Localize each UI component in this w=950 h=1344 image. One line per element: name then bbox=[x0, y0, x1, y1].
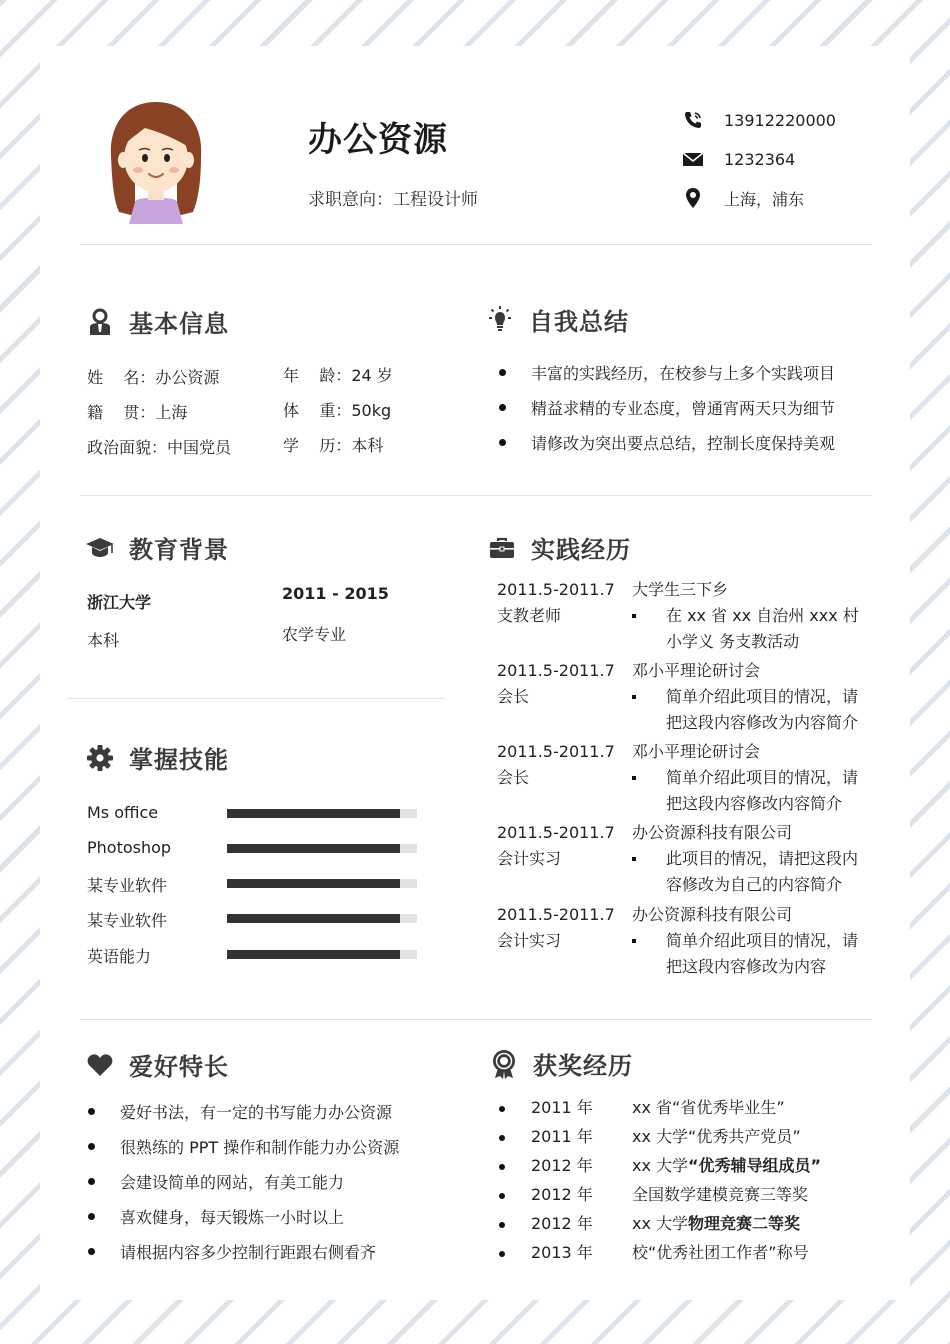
section-title: 获奖经历 bbox=[533, 1052, 633, 1080]
skill-bar-fill bbox=[227, 879, 400, 888]
exp-desc: 简单介绍此项目的情况，请把这段内容修改内容简介 bbox=[666, 768, 859, 813]
info-label: 体 重： bbox=[283, 401, 352, 420]
award-text-bold: 物理竞赛二等奖 bbox=[688, 1214, 801, 1233]
info-label: 年 龄： bbox=[283, 366, 352, 385]
skill-bar bbox=[227, 950, 417, 959]
section-basic-info bbox=[85, 304, 229, 339]
skill-label: Photoshop bbox=[87, 838, 172, 857]
email-value: 1232364 bbox=[724, 149, 796, 169]
info-weight bbox=[283, 398, 391, 421]
info-value: 24 岁 bbox=[351, 366, 393, 385]
award-year: 2013 年 bbox=[531, 1243, 593, 1262]
info-political bbox=[87, 435, 231, 458]
phone-number: 13912220000 bbox=[724, 110, 836, 130]
award-text-normal: 校“优秀社团工作者”称号 bbox=[632, 1243, 809, 1262]
award-bullet bbox=[499, 1222, 505, 1228]
info-age bbox=[283, 363, 393, 386]
section-experience bbox=[487, 530, 631, 565]
section-title: 基本信息 bbox=[129, 310, 229, 338]
list-item: 精益求精的专业态度，曾通宵两天只为细节 bbox=[499, 396, 835, 431]
award-text-normal: xx 大学“优秀共产党员” bbox=[632, 1127, 801, 1146]
exp-org: 办公资源科技有限公司 bbox=[632, 905, 793, 924]
award-year: 2012 年 bbox=[531, 1185, 593, 1204]
award-year: 2011 年 bbox=[531, 1098, 593, 1117]
user-icon bbox=[85, 307, 115, 337]
award-text bbox=[632, 1211, 800, 1234]
job-intent: 求职意向：工程设计师 bbox=[308, 190, 478, 210]
award-text bbox=[632, 1153, 821, 1176]
location-value: 上海，浦东 bbox=[724, 189, 805, 209]
candidate-name: 办公资源 bbox=[308, 120, 448, 160]
exp-role: 支教老师 bbox=[497, 606, 562, 625]
award-text bbox=[632, 1240, 809, 1263]
exp-date: 2011.5-2011.7 bbox=[497, 905, 615, 924]
medal-icon bbox=[489, 1049, 519, 1079]
award-text-normal: xx 大学 bbox=[632, 1156, 689, 1175]
exp-date: 2011.5-2011.7 bbox=[497, 742, 615, 761]
skill-bar bbox=[227, 914, 417, 923]
exp-date: 2011.5-2011.7 bbox=[497, 580, 615, 599]
skill-bar-fill bbox=[227, 914, 400, 923]
location-pin-icon bbox=[682, 187, 704, 209]
graduation-cap-icon bbox=[85, 533, 115, 563]
award-bullet bbox=[499, 1193, 505, 1199]
skill-bar bbox=[227, 809, 417, 818]
section-title: 实践经历 bbox=[531, 536, 631, 564]
exp-date: 2011.5-2011.7 bbox=[497, 661, 615, 680]
section-education bbox=[85, 530, 229, 565]
section-title: 自我总结 bbox=[529, 308, 629, 336]
exp-org: 邓小平理论研讨会 bbox=[632, 661, 761, 680]
award-bullet bbox=[499, 1164, 505, 1170]
skill-label: 某专业软件 bbox=[87, 911, 168, 930]
gear-icon bbox=[85, 743, 115, 773]
info-label: 学 历： bbox=[283, 436, 352, 455]
info-name bbox=[87, 365, 219, 388]
school-name: 浙江大学 bbox=[87, 593, 152, 612]
exp-bullet bbox=[632, 695, 636, 699]
skill-bar-fill bbox=[227, 809, 400, 818]
skill-label: 某专业软件 bbox=[87, 876, 168, 895]
avatar bbox=[105, 98, 207, 224]
degree: 本科 bbox=[87, 631, 120, 650]
major: 农学专业 bbox=[282, 625, 347, 644]
info-label: 姓 名： bbox=[87, 368, 156, 387]
exp-role: 会计实习 bbox=[497, 849, 562, 868]
section-skills bbox=[85, 740, 229, 775]
mail-icon bbox=[682, 148, 704, 170]
exp-bullet bbox=[632, 776, 636, 780]
list-item: 喜欢健身，每天锻炼一小时以上 bbox=[88, 1205, 399, 1240]
award-text-bold: “优秀辅导组成员” bbox=[688, 1156, 822, 1175]
info-value: 本科 bbox=[351, 436, 384, 455]
exp-org: 邓小平理论研讨会 bbox=[632, 742, 761, 761]
award-text bbox=[632, 1124, 801, 1147]
section-title: 爱好特长 bbox=[129, 1053, 229, 1081]
exp-bullet bbox=[632, 939, 636, 943]
award-text-normal: xx 大学 bbox=[632, 1214, 689, 1233]
exp-bullet bbox=[632, 857, 636, 861]
section-divider bbox=[80, 495, 872, 496]
study-period: 2011 - 2015 bbox=[282, 584, 389, 603]
award-year: 2011 年 bbox=[531, 1127, 593, 1146]
heart-icon bbox=[85, 1050, 115, 1080]
exp-desc: 简单介绍此项目的情况，请把这段内容修改为内容 bbox=[666, 931, 859, 976]
section-title: 掌握技能 bbox=[129, 746, 229, 774]
info-hometown bbox=[87, 400, 187, 423]
skill-bar-fill bbox=[227, 950, 400, 959]
info-label: 政治面貌： bbox=[87, 438, 168, 457]
info-value: 上海 bbox=[155, 403, 188, 422]
exp-org: 大学生三下乡 bbox=[632, 580, 729, 599]
skill-label: 英语能力 bbox=[87, 947, 152, 966]
exp-role: 会长 bbox=[497, 768, 530, 787]
contact-location bbox=[682, 186, 804, 210]
skill-bar bbox=[227, 844, 417, 853]
list-item: 会建设简单的网站，有美工能力 bbox=[88, 1170, 399, 1205]
exp-desc: 简单介绍此项目的情况，请把这段内容修改为内容简介 bbox=[666, 687, 859, 732]
exp-role: 会计实习 bbox=[497, 931, 562, 950]
skill-bar bbox=[227, 879, 417, 888]
header-divider bbox=[80, 244, 872, 245]
phone-icon bbox=[682, 109, 704, 131]
lightbulb-icon bbox=[485, 305, 515, 335]
award-year: 2012 年 bbox=[531, 1156, 593, 1175]
exp-org: 办公资源科技有限公司 bbox=[632, 823, 793, 842]
award-text-normal: 全国数学建模竞赛三等奖 bbox=[632, 1185, 809, 1204]
section-divider bbox=[80, 1019, 872, 1020]
hobby-list bbox=[88, 1100, 399, 1275]
list-item: 爱好书法，有一定的书写能力办公资源 bbox=[88, 1100, 399, 1135]
list-item: 丰富的实践经历，在校参与上多个实践项目 bbox=[499, 361, 835, 396]
award-text bbox=[632, 1182, 808, 1205]
summary-list bbox=[499, 361, 835, 466]
award-bullet bbox=[499, 1135, 505, 1141]
exp-desc: 此项目的情况，请把这段内容修改为自己的内容简介 bbox=[666, 849, 859, 894]
info-value: 中国党员 bbox=[167, 438, 232, 457]
award-bullet bbox=[499, 1106, 505, 1112]
info-value: 办公资源 bbox=[155, 368, 220, 387]
exp-bullet bbox=[632, 614, 636, 618]
contact-email bbox=[682, 147, 795, 171]
award-text bbox=[632, 1095, 785, 1118]
section-summary bbox=[485, 302, 629, 337]
info-value: 50kg bbox=[351, 401, 392, 420]
award-bullet bbox=[499, 1251, 505, 1257]
briefcase-icon bbox=[487, 533, 517, 563]
skill-bar-fill bbox=[227, 844, 400, 853]
exp-date: 2011.5-2011.7 bbox=[497, 823, 615, 842]
award-text-normal: xx 省“省优秀毕业生” bbox=[632, 1098, 785, 1117]
info-label: 籍 贯： bbox=[87, 403, 156, 422]
contact-phone bbox=[682, 108, 836, 132]
exp-desc: 在 xx 省 xx 自治州 xxx 村小学义 务支教活动 bbox=[666, 606, 859, 651]
section-divider bbox=[67, 698, 445, 699]
section-hobbies bbox=[85, 1047, 229, 1082]
skill-label: Ms office bbox=[87, 803, 159, 822]
exp-role: 会长 bbox=[497, 687, 530, 706]
section-title: 教育背景 bbox=[129, 536, 229, 564]
section-awards bbox=[489, 1046, 633, 1081]
info-education bbox=[283, 433, 383, 456]
award-year: 2012 年 bbox=[531, 1214, 593, 1233]
list-item: 很熟练的 PPT 操作和制作能力办公资源 bbox=[88, 1135, 399, 1170]
list-item: 请修改为突出要点总结，控制长度保持美观 bbox=[499, 431, 835, 466]
list-item: 请根据内容多少控制行距跟右侧看齐 bbox=[88, 1240, 399, 1275]
